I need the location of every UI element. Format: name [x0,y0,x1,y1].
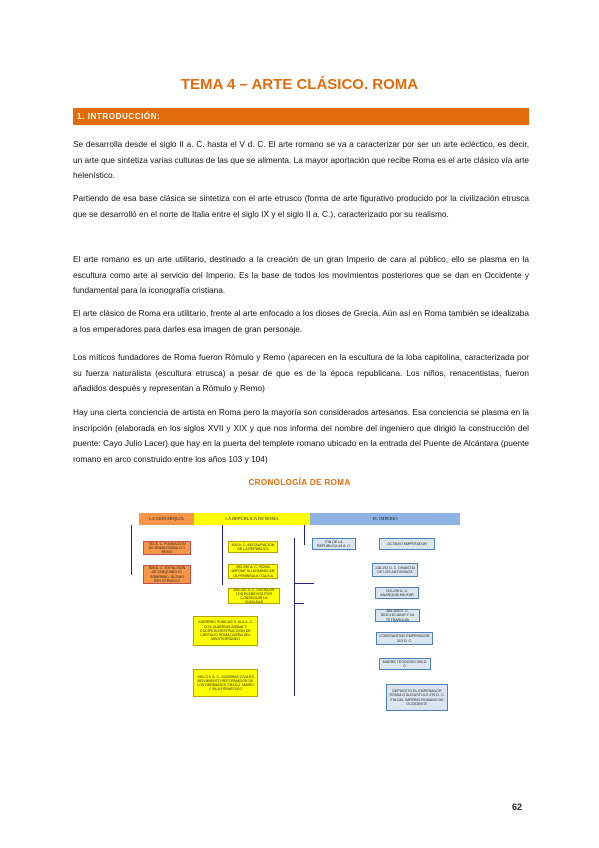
timeline-box-empire: MUERE TEODOSIO 395 D. C. [379,658,431,670]
page-title: TEMA 4 – ARTE CLÁSICO. ROMA [180,76,419,93]
connector [294,538,295,696]
chart-heading: CRONOLOGÍA DE ROMA [248,478,351,487]
header-republic: LA REPÚBLICA DE ROMA [194,513,310,525]
connector [222,525,223,585]
timeline-box-empire: FIN DE LA REPÚBLICA 44 A. C. [312,538,356,550]
timeline-box-empire: CONSTANTINO EMPERADOR 313 D. C. [376,632,433,645]
paragraph-2: Partiendo de esa base clásica se sintetiza con el arte etrusco (forma de arte figurativo producido por la civilización etrusca que se desarrolló en el norte de Italia entre el siglo IX y el siglo II a. C.), caracterizado por su realismo. [73,193,529,219]
timeline-box-republic: GUERRAS PÚNICAS S. III-II A. C. DOS GUERRAS ANÍBAL Y ESCIPIÓN DESTRUCCIÓN DE CARTAGO ROMA DUEÑA DEL MEDITERRÁNEO [193,616,258,646]
timeline-box-republic: 493-290 A. C. ROMA IMPONE SU DOMINIO EN LA PENÍNSULA ITÁLICA [228,564,278,579]
timeline-box-republic: SIGLO II A. C. GUERRAS CIVILES MOVIMIENTO REFORMADOR DE LOS HERMANOS GRACO. MARIO Y SILA ESPARTACO [193,669,258,697]
paragraph-6: Hay una cierta conciencia de artista en Roma pero la mayoría son considerados artesanos. Esa conciencia se plasma en la inscripción (elaborada en los siglos XVII y XIX y que nos informa del nombre del ingeniero que dirigió la construcción del puente: Cayo Julio Lacer) que hay en la puerta del templete romano ubicado en la entrada del Puente de Alcántara (puente romano en arco construido entre los años 103 y 104) [73,407,529,464]
connector [131,525,132,575]
paragraph-4: El arte clásico de Roma era utilitario, frente al arte enfocado a los dioses de Grecia. Aún así en Roma también se idealizaba a los emperadores para darles esa imagen de gran personaje. [73,308,529,334]
timeline-figure [124,508,475,718]
timeline-box-republic: 493-287 A. C. LUCHA DE LOS PLEBEYOS POR CONSEGUIR LA IGUALDAD [228,588,280,604]
header-empire: EL IMPERIO [310,513,460,525]
paragraph-1: Se desarrolla desde el siglo II a. C. hasta el V d. C. El arte romano se va a caracterizar por ser un arte ecléctico, es decir, un arte que sintetiza varias culturas de las que se alimenta. La mayor aportación que recibe Roma es el arte clásico vía arte helenístico. [73,139,529,180]
paragraph-3: El arte romano es un arte utilitario, destinado a la creación de un gran Imperio de cara al público, ello se plasma en la escultura como arte al servicio del Imperio. Es la base de todos los movimientos posteriores que se dan en Occidente y fundamental para la iconografía cristiana. [73,254,529,295]
page-number: 62 [512,802,523,812]
timeline-box-empire: DEPUESTO EL EMPERADOR RÓMULO AUGUSTULO 476 D. C. FIN DEL IMPERIO ROMANO DE OCCIDENTE [386,684,448,711]
connector [304,525,305,545]
timeline-box-empire: 193-235 D. C. ANARQUÍA MILITAR [375,587,419,599]
timeline-box-empire: OCTAVIO EMPERADOR [379,538,435,550]
timeline-box-empire: 138-192 D. C. DINASTÍA DE LOS ANTONINOS [372,563,418,577]
paragraph-5: Los míticos fundadores de Roma fueron Rómulo y Remo (aparecen en la escultura de la loba capitolina, caracterizada por su fuerza naturalista (escultura etrusca) a pesar de que es de la época republicana. Los niños, renacentistas, fueron añadidos después y representan a Rómulo y Remo) [73,352,529,393]
section-heading: 1. INTRODUCCIÓN: [73,108,529,125]
header-monarchy: LA MONARQUÍA [139,513,194,525]
connector [294,583,314,584]
connector [294,603,304,604]
timeline-box-republic: 509 A. C. INSTAURACIÓN DE LA REPÚBLICA [228,541,278,553]
timeline-box-monarchy: 753 A. C. FUNDACIÓN DE ROMA RÓMULO Y REMO [143,541,191,555]
timeline-box-empire: 284-305 D. C. DIOCLECIANO Y LA TETRARQUÍA [375,609,420,622]
timeline-box-monarchy: 509 A. C. EXPULSIÓN DE TARQUINIO EL SOBERBIO, ÚLTIMO REY ETRUSCO [143,565,191,584]
